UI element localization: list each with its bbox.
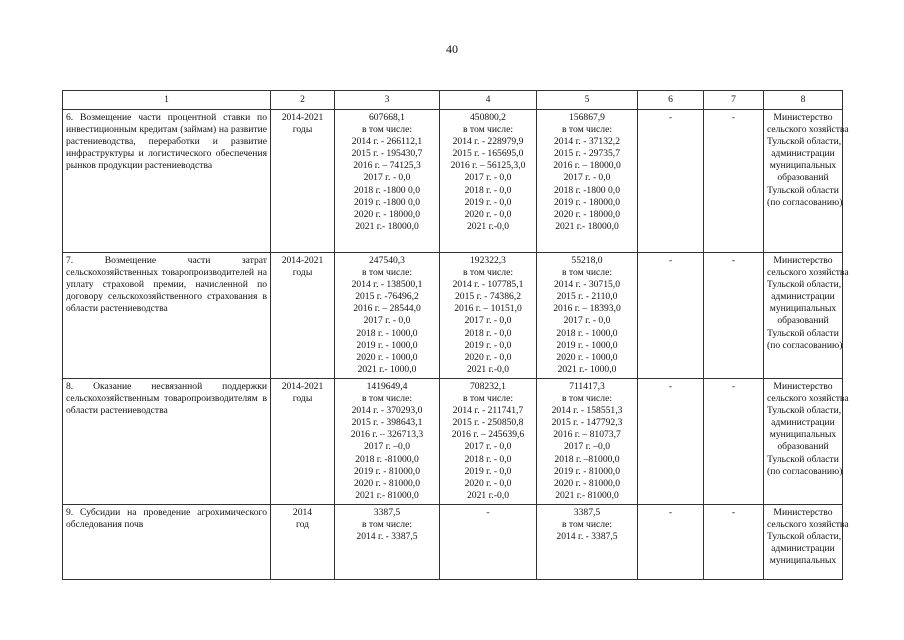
cell-line: 3387,5: [573, 506, 601, 518]
cell-line: 2018 г. - 0,0: [464, 184, 512, 196]
cell-line: муниципальных: [769, 429, 837, 441]
cell-line: 2017 г. –0,0: [563, 441, 611, 453]
cell-line: 607668,1: [369, 112, 405, 123]
funding-regional: [537, 110, 638, 253]
table-row: [63, 504, 843, 579]
cell-line: сельского хозяйства: [767, 518, 849, 530]
cell-line: сельского хозяйства: [767, 124, 849, 136]
cell-line: 156867,9: [569, 112, 605, 123]
funding-regional: [537, 378, 638, 504]
cell-line: Тульской области,: [767, 405, 842, 417]
dash-value: -: [668, 255, 673, 266]
cell-line: 2016 г. – 74125,3: [353, 160, 421, 172]
cell-line: Тульской области: [767, 184, 839, 196]
cell-line: Министерство: [773, 112, 833, 123]
header-col-8: 8: [764, 91, 843, 110]
cell-line: администрации: [771, 291, 835, 303]
cell-line: 2019 г. - 81000,0: [553, 465, 620, 477]
cell-line: муниципальных: [769, 303, 837, 315]
table-row: [63, 110, 843, 253]
cell-line: муниципальных: [769, 160, 837, 172]
cell-line: 2014 г. - 37132,2: [553, 136, 620, 148]
table-row: [63, 253, 843, 379]
cell-line: 2021 г.-0,0: [466, 363, 510, 375]
cell-line: 2016 г. – 18393,0: [553, 303, 621, 315]
cell-line: Министерство: [773, 380, 833, 392]
cell-line: 2015 г. - 195430,7: [351, 148, 423, 160]
funding-col6: [638, 110, 704, 253]
cell-line: 2017 г. - 0,0: [563, 172, 611, 184]
cell-line: 55218,0: [571, 255, 603, 266]
cell-line: 2015 г. - 2110,0: [556, 291, 618, 303]
cell-line: в том числе:: [462, 124, 513, 136]
header-col-1: 1: [63, 91, 271, 110]
cell-line: 2018 г. –81000,0: [554, 453, 620, 465]
cell-line: 2018 г. -1800 0,0: [553, 184, 620, 196]
cell-line: 450800,2: [470, 112, 506, 123]
funding-col7: [704, 378, 764, 504]
funding-total: [335, 110, 440, 253]
measure-description-text: 7. Возмещение части затрат сельскохозяйственных товаропроизводителей на уплату страховой премии, начисленной по договору сельскохозяйственного страхования в области растениеводства: [66, 255, 267, 315]
responsible-executor: [764, 378, 849, 504]
cell-line: год: [295, 518, 310, 530]
cell-line: 192322,3: [470, 255, 506, 266]
implementation-period: [271, 110, 335, 253]
funding-col6: [638, 504, 704, 579]
dash-value: -: [668, 380, 673, 392]
cell-line: (по согласованию): [767, 339, 843, 351]
cell-line: 2019 г. - 0,0: [464, 339, 512, 351]
cell-line: Министерство: [773, 255, 833, 266]
cell-line: 1419649,4: [366, 380, 408, 392]
cell-line: 2020 г. - 81000,0: [353, 477, 420, 489]
responsible-executor: [764, 110, 849, 253]
cell-line: 2019 г. - 1000,0: [556, 339, 618, 351]
cell-line: -: [486, 506, 490, 518]
funding-col7: [704, 253, 764, 379]
cell-line: 708232,1: [470, 380, 506, 392]
cell-line: 2015 г. - 398643,1: [351, 417, 423, 429]
funding-regional: [537, 504, 638, 579]
cell-line: 2014 г. - 138500,1: [351, 279, 423, 291]
measure-description-text: 9. Субсидии на проведение агрохимического обследования почв: [66, 506, 267, 530]
cell-line: Тульской области,: [767, 531, 842, 543]
dash-value: -: [731, 255, 736, 266]
cell-line: (по согласованию): [767, 465, 843, 477]
cell-line: 2015 г. - 250850,8: [452, 417, 524, 429]
funding-regional: [537, 253, 638, 379]
funding-col6: [638, 253, 704, 379]
cell-line: 2021 г.- 1000,0: [557, 363, 617, 375]
cell-line: 2018 г. - 1000,0: [356, 327, 418, 339]
cell-line: 2019 г. - 18000,0: [553, 196, 620, 208]
cell-line: 2016 г. – 10151,0: [454, 303, 522, 315]
cell-line: 2019 г. - 0,0: [464, 465, 512, 477]
cell-line: 2014 г. - 211741,7: [452, 405, 524, 417]
cell-line: 2014-2021: [281, 112, 324, 123]
cell-line: в том числе:: [361, 393, 412, 405]
cell-line: годы: [292, 124, 313, 136]
cell-line: в том числе:: [561, 267, 612, 279]
measure-description: [63, 110, 271, 253]
measure-description: [63, 378, 271, 504]
cell-line: 2020 г. - 18000,0: [553, 208, 620, 220]
cell-line: администрации: [771, 417, 835, 429]
cell-line: 2021 г.-0,0: [466, 489, 510, 501]
dash-value: -: [731, 380, 736, 392]
cell-line: 2014: [292, 506, 313, 518]
cell-line: администрации: [771, 148, 835, 160]
dash-value: -: [668, 112, 673, 123]
cell-line: 2018 г. - 1000,0: [556, 327, 618, 339]
cell-line: 2020 г. - 18000,0: [353, 208, 420, 220]
cell-line: образований: [777, 172, 829, 184]
cell-line: 2020 г. - 0,0: [464, 208, 512, 220]
implementation-period: [271, 504, 335, 579]
header-col-7: 7: [704, 91, 764, 110]
cell-line: в том числе:: [561, 393, 612, 405]
funding-federal: [440, 504, 537, 579]
responsible-executor: [764, 253, 849, 379]
cell-line: 2014 г. - 30715,0: [553, 279, 620, 291]
cell-line: в том числе:: [561, 518, 612, 530]
funding-col6: [638, 378, 704, 504]
cell-line: 2014 г. - 228979,9: [452, 136, 524, 148]
cell-line: 2021 г.-0,0: [466, 220, 510, 232]
cell-line: 2019 г. -1800 0,0: [353, 196, 420, 208]
cell-line: 2020 г. - 0,0: [464, 477, 512, 489]
cell-line: сельского хозяйства: [767, 267, 849, 279]
cell-line: 2017 г. - 0,0: [464, 315, 512, 327]
cell-line: в том числе:: [361, 518, 412, 530]
cell-line: 2016 г. – 245639,6: [451, 429, 525, 441]
cell-line: 2021 г.- 81000,0: [355, 489, 419, 501]
cell-line: 2020 г. - 0,0: [464, 351, 512, 363]
cell-line: Тульской области: [767, 453, 839, 465]
cell-line: 2018 г. -81000,0: [355, 453, 419, 465]
page-number: 40: [446, 42, 458, 56]
cell-line: 2015 г. - 74386,2: [454, 291, 521, 303]
dash-value: -: [731, 112, 736, 123]
cell-line: Тульской области,: [767, 279, 842, 291]
cell-line: 2021 г.- 18000,0: [355, 220, 419, 232]
measure-description: [63, 253, 271, 379]
cell-line: 2015 г. - 29735,7: [553, 148, 620, 160]
cell-line: 2020 г. - 1000,0: [356, 351, 418, 363]
cell-line: (по согласованию): [767, 196, 843, 208]
header-col-5: 5: [537, 91, 638, 110]
cell-line: 2014 г. - 3387,5: [356, 531, 418, 543]
cell-line: 2019 г. - 1000,0: [356, 339, 418, 351]
cell-line: 2021 г.- 1000,0: [357, 363, 417, 375]
header-col-6: 6: [638, 91, 704, 110]
cell-line: 2017 г. –0,0: [363, 441, 411, 453]
cell-line: 2014 г. - 158551,3: [551, 405, 623, 417]
responsible-executor: [764, 504, 849, 579]
cell-line: 2017 г. - 0,0: [464, 441, 512, 453]
cell-line: 2021 г.- 81000,0: [555, 489, 619, 501]
cell-line: муниципальных: [769, 555, 837, 567]
page-bottom-margin: [0, 588, 904, 640]
cell-line: в том числе:: [462, 267, 513, 279]
measure-description: [63, 504, 271, 579]
cell-line: 2016 г. – 28544,0: [353, 303, 421, 315]
cell-line: 2014 г. - 266112,1: [351, 136, 423, 148]
cell-line: 2014-2021: [281, 380, 324, 392]
cell-line: 2020 г. - 1000,0: [556, 351, 618, 363]
cell-line: 2015 г. -76496,2: [355, 291, 419, 303]
funding-total: [335, 253, 440, 379]
cell-line: 3387,5: [373, 506, 401, 518]
cell-line: 2020 г. - 81000,0: [553, 477, 620, 489]
header-col-2: 2: [271, 91, 335, 110]
cell-line: 2021 г.- 18000,0: [555, 220, 619, 232]
cell-line: сельского хозяйства: [767, 393, 849, 405]
cell-line: в том числе:: [361, 124, 412, 136]
cell-line: 2014 г. - 370293,0: [351, 405, 423, 417]
program-table: [62, 90, 849, 580]
cell-line: 2014 г. - 3387,5: [556, 531, 618, 543]
cell-line: 2018 г. - 0,0: [464, 453, 512, 465]
cell-line: годы: [292, 267, 313, 279]
implementation-period: [271, 253, 335, 379]
funding-col7: [704, 504, 764, 579]
measure-description-text: 8. Оказание несвязанной поддержки сельскохозяйственным товаропроизводителям в области растениеводства: [66, 380, 267, 417]
funding-total: [335, 378, 440, 504]
funding-total: [335, 504, 440, 579]
cell-line: 2015 г. - 147792,3: [551, 417, 623, 429]
cell-line: 2014 г. - 107785,1: [452, 279, 524, 291]
cell-line: 2014-2021: [281, 255, 324, 266]
dash-value: -: [731, 506, 736, 518]
cell-line: Тульской области,: [767, 136, 842, 148]
cell-line: 2018 г. - 0,0: [464, 327, 512, 339]
cell-line: 2016 г. – 326713,3: [350, 429, 424, 441]
cell-line: в том числе:: [462, 393, 513, 405]
cell-line: 2017 г. - 0,0: [464, 172, 512, 184]
cell-line: 2015 г. - 165695,0: [452, 148, 524, 160]
cell-line: 2016 г. – 18000,0: [553, 160, 621, 172]
cell-line: 2019 г. - 81000,0: [353, 465, 420, 477]
cell-line: 2017 г. - 0,0: [363, 315, 411, 327]
cell-line: Тульской области: [767, 327, 839, 339]
cell-line: 2019 г. - 0,0: [464, 196, 512, 208]
cell-line: в том числе:: [561, 124, 612, 136]
dash-value: -: [668, 506, 673, 518]
implementation-period: [271, 378, 335, 504]
funding-federal: [440, 253, 537, 379]
funding-federal: [440, 110, 537, 253]
cell-line: 2016 г. – 56125,3,0: [450, 160, 526, 172]
cell-line: 2017 г. - 0,0: [563, 315, 611, 327]
header-col-4: 4: [440, 91, 537, 110]
cell-line: 247540,3: [369, 255, 405, 266]
measure-description-text: 6. Возмещение части процентной ставки по инвестиционным кредитам (займам) на развитие растениеводства, переработки и развитие инфраструктуры и логистического обеспечения рынков продукции растениеводства: [66, 112, 267, 172]
funding-col7: [704, 110, 764, 253]
cell-line: 711417,3: [569, 380, 605, 392]
cell-line: 2018 г. -1800 0,0: [353, 184, 420, 196]
cell-line: годы: [292, 393, 313, 405]
cell-line: 2016 г. – 81073,7: [553, 429, 621, 441]
header-row: [63, 91, 843, 110]
cell-line: образований: [777, 315, 829, 327]
funding-federal: [440, 378, 537, 504]
cell-line: образований: [777, 441, 829, 453]
cell-line: администрации: [771, 543, 835, 555]
cell-line: в том числе:: [361, 267, 412, 279]
cell-line: Министерство: [773, 506, 833, 518]
cell-line: 2017 г. - 0,0: [363, 172, 411, 184]
table-row: [63, 378, 843, 504]
header-col-3: 3: [335, 91, 440, 110]
